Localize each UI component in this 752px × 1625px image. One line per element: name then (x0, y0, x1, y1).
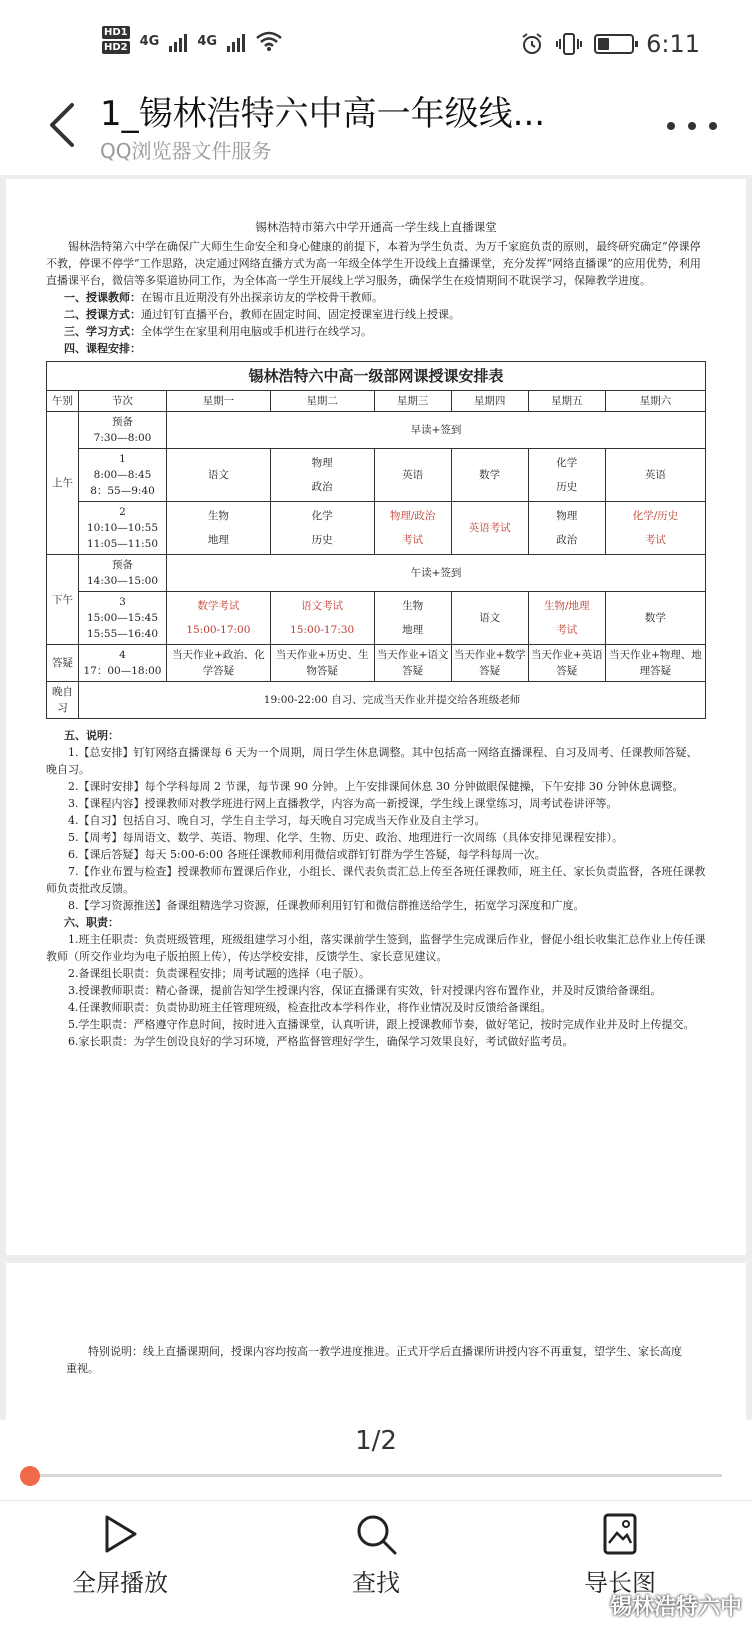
table-row: 下午 预备 14:30—15:00 午读+签到 (47, 555, 706, 592)
section-3: 三、学习方式：全体学生在家里利用电脑或手机进行在线学习。 (64, 325, 372, 338)
section-5: 五、说明： (64, 729, 119, 742)
schedule-table (46, 361, 706, 719)
play-icon (97, 1511, 143, 1557)
fullscreen-label: 全屏播放 (72, 1569, 168, 1597)
special-note: 特别说明：线上直播课期间，授课内容均按高一教学进度推进。正式开学后直播课所讲授内容不再重复，望学生、家长高度重视。 (66, 1345, 682, 1375)
col-slot: 节次 (79, 391, 167, 412)
image-export-icon (597, 1511, 643, 1557)
period-evening: 晚自习 (47, 682, 79, 719)
duty-item: 5.学生职责：严格遵守作息时间，按时进入直播课堂，认真听讲，跟上授课教师节奏，做好笔记，按时完成作业并及时上传提交。 (68, 1018, 695, 1031)
app-header (0, 80, 752, 175)
doc-heading: 锡林浩特市第六中学开通高一学生线上直播课堂 (255, 220, 497, 234)
note-item: 3.【课程内容】授课教师对教学班进行网上直播教学，内容为高一新授课，学生线上课堂练习，周考试卷讲评等。 (68, 797, 618, 810)
document-title: 1_锡林浩特六中高一年级线... (100, 94, 546, 134)
col-day: 星期六 (605, 391, 705, 412)
table-row: 答疑 4 17：00—18:00 当天作业+政治、化学答疑 当天作业+历史、生物答疑 当天作业+语文答疑 当天作业+数学答疑 当天作业+英语答疑 当天作业+物理、地理答疑 (47, 645, 706, 682)
duty-item: 2.备课组长职责：负责课程安排；周考试题的选择（电子版）。 (68, 967, 370, 980)
document-source: QQ浏览器文件服务 (100, 139, 272, 163)
long-image-label: 导长图 (584, 1569, 656, 1597)
note-item: 2.【课时安排】每个学科每周 2 节课，每节课 90 分钟。上午安排课间休息 30 分钟做眼保健操，下午安排 30 分钟休息调整。 (68, 780, 684, 793)
net2-label: 4G (197, 33, 218, 49)
wifi-icon (255, 30, 283, 52)
document-viewer[interactable] (0, 175, 752, 1420)
table-caption: 锡林浩特六中高一级部网课授课安排表 (47, 362, 706, 391)
period-qa: 答疑 (47, 645, 79, 682)
watermark: 锡林浩特六中 (609, 1595, 742, 1620)
col-day: 星期三 (374, 391, 451, 412)
section-1: 一、授课教师：在锡市且近期没有外出探亲访友的学校骨干教师。 (64, 291, 383, 304)
find-button[interactable] (296, 1511, 456, 1598)
section-6: 六、职责： (64, 916, 119, 929)
page-slider-handle[interactable] (20, 1466, 40, 1486)
fullscreen-button[interactable] (40, 1511, 200, 1598)
alarm-icon (520, 32, 544, 56)
duty-item: 3.授课教师职责：精心备课，提前告知学生授课内容，保证直播课有实效，针对授课内容布置作业，并及时反馈给备课组。 (68, 984, 662, 997)
doc-intro: 锡林浩特第六中学在确保广大师生生命安全和身心健康的前提下，本着为学生负责、为万千家庭负责的原则，最终研究确定“停课停不教，停课不停学”工作思路，决定通过网络直播方式为高一年级全体学生开设线上直播课堂，充分发挥“网络直播课”的应用优势，利用直播课平台，微信等多渠道协同工作，为全体高一学生开展线上学习服务，确保学生在疫情期间不耽误学习，保障教学进度。 (46, 240, 701, 287)
status-right (520, 30, 700, 58)
more-options-icon[interactable] (667, 118, 717, 134)
hd1-label: HD1 (104, 27, 128, 38)
document-page-2 (6, 1263, 746, 1423)
table-row (47, 682, 706, 719)
table-row: 3 15:00—15:45 15:55—16:40 数学考试 15:00-17:00 语文考试 15:00-17:30 生物 地理 语文 生物/地理 考试 数学 (47, 592, 706, 645)
network-indicators (102, 26, 283, 56)
note-item: 6.【课后答疑】每天 5:00-6:00 各班任课教师利用微信或群钉钉群为学生答疑，每学科每周一次。 (68, 848, 546, 861)
search-icon (353, 1511, 399, 1557)
col-day: 星期一 (167, 391, 271, 412)
prep-pm-text: 午读+签到 (167, 555, 706, 592)
col-day: 星期五 (528, 391, 605, 412)
duty-item: 1.班主任职责：负责班级管理，班级组建学习小组，落实课前学生签到，监督学生完成课后作业，督促小组长收集汇总作业上传任课教师（所交作业均为电子版拍照上传），传达学校安排，反馈学生、家长意见建议。 (46, 933, 706, 963)
note-item: 4.【自习】包括自习、晚自习，学生自主学习，每天晚自习完成当天作业及自主学习。 (68, 814, 486, 827)
prep-am-text: 早读+签到 (167, 412, 706, 449)
table-row: 1 8:00—8:45 8：55—9:40 语文 物理 政治 英语 数学 化学 历史 英语 (47, 449, 706, 502)
period-pm: 下午 (47, 555, 79, 645)
vibrate-icon (556, 32, 582, 56)
table-header-row (47, 391, 706, 412)
note-item: 8.【学习资源推送】备课组精选学习资源，任课教师利用钉钉和微信群推送给学生，拓宽学习深度和广度。 (68, 899, 585, 912)
duty-item: 6.家长职责：为学生创设良好的学习环境，严格监督管理好学生，确保学习效果良好，考试做好监考员。 (68, 1035, 574, 1048)
status-bar (0, 0, 752, 80)
page-slider-track[interactable] (30, 1474, 722, 1477)
col-period: 午别 (47, 391, 79, 412)
table-row: 2 10:10—10:55 11:05—11:50 生物 地理 化学 历史 物理/政治 考试 英语考试 物理 政治 化学/历史 考试 (47, 502, 706, 555)
evening-text: 19:00-22:00 自习、完成当天作业并提交给各班级老师 (79, 682, 706, 719)
duty-item: 4.任课教师职责：负责协助班主任管理班级，检查批改本学科作业，将作业情况及时反馈给备课组。 (68, 1001, 552, 1014)
page-navigator (0, 1420, 752, 1490)
battery-icon (594, 34, 634, 54)
col-day: 星期四 (451, 391, 528, 412)
back-icon[interactable] (40, 100, 84, 150)
table-row: 上午 预备 7:30—8:00 早读+签到 (47, 412, 706, 449)
hd-icon (102, 26, 130, 56)
note-item: 1.【总安排】钉钉网络直播课每 6 天为一个周期，周日学生休息调整。其中包括高一网络直播课程、自习及周考、任课教师答疑、晚自习。 (46, 746, 698, 776)
col-day: 星期二 (270, 391, 374, 412)
note-item: 7.【作业布置与检查】授课教师布置课后作业，小组长、课代表负责汇总上传至各班任课教师，班主任、家长负责监督，各班任课教师负责批改反馈。 (46, 865, 706, 895)
long-image-button[interactable] (540, 1511, 700, 1598)
clock-time: 6:11 (646, 30, 700, 58)
signal-icon (169, 30, 187, 52)
find-label: 查找 (352, 1569, 400, 1597)
document-page-1 (6, 179, 746, 1255)
hd2-label: HD2 (104, 42, 128, 53)
section-2: 二、授课方式：通过钉钉直播平台，教师在固定时间、固定授课室进行线上授课。 (64, 308, 460, 321)
signal-icon-2 (227, 30, 245, 52)
section-4: 四、课程安排： (64, 342, 141, 355)
period-am: 上午 (47, 412, 79, 555)
net1-label: 4G (139, 33, 160, 49)
page-indicator: 1/2 (355, 1426, 397, 1456)
note-item: 5.【周考】每周语文、数学、英语、物理、化学、生物、历史、政治、地理进行一次周练（具体安排见课程安排）。 (68, 831, 623, 844)
